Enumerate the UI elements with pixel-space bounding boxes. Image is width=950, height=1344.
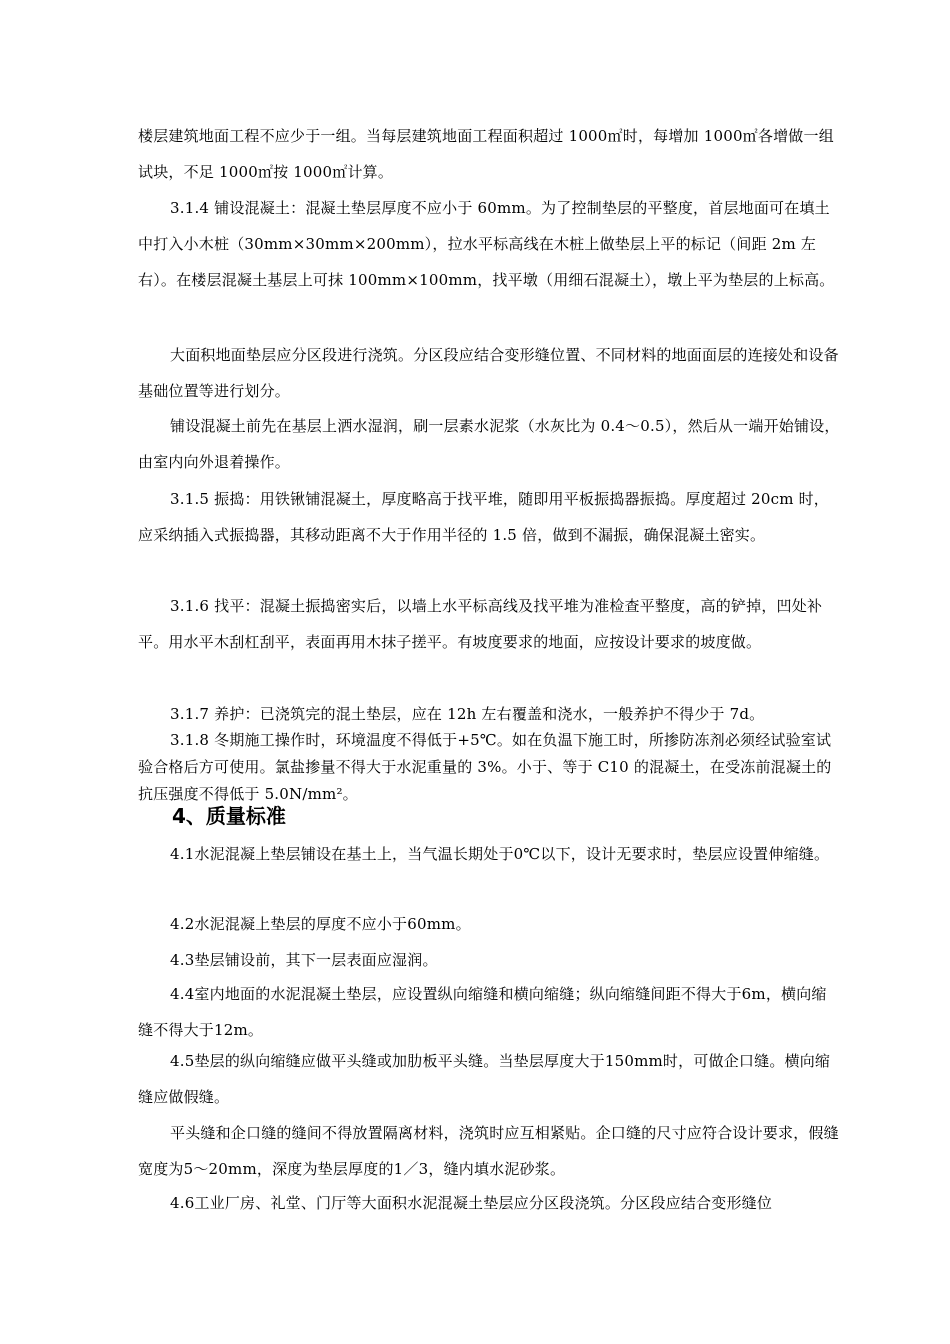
paragraph-3-1-7: 3.1.7 养护：已浇筑完的混土垫层，应在 12h 左右覆盖和浇水，一般养护不得少于 7d。 [170,705,765,723]
paragraph-3-1-8: 3.1.8 冬期施工操作时，环境温度不得低于+5℃。如在负温下施工时，所掺防冻剂必须经试验室试验合格后方可使用。氯盐掺量不得大于水泥重量的 3%。小于、等于 C10 的混凝土，在受冻前混凝土的抗压强度不得低于 5.0N/mm²。 [138,731,832,803]
paragraph-sample-count: 楼层建筑地面工程不应少于一组。当每层建筑地面工程面积超过 1000㎡时，每增加 1000㎡各增做一组试块，不足 1000㎡按 1000㎡计算。 [138,127,834,181]
section-heading-quality: 4、质量标准 [172,804,286,828]
paragraph-3-1-5: 3.1.5 振捣：用铁锹铺混凝土，厚度略高于找平堆，随即用平板振捣器振捣。厚度超过 20cm 时，应采纳插入式振捣器，其移动距离不大于作用半径的 1.5 倍，做到不漏振，确保混凝土密实。 [138,490,829,544]
paragraph-4-1: 4.1水泥混凝上垫层铺设在基土上，当气温长期处于0℃以下，设计无要求时，垫层应设置伸缩缝。 [170,845,830,863]
paragraph-3-1-6: 3.1.6 找平：混凝土振捣密实后，以墙上水平标高线及找平堆为准检查平整度，高的铲掉，凹处补平。用水平木刮杠刮平，表面再用木抹子搓平。有坡度要求的地面，应按设计要求的坡度做。 [138,597,823,651]
paragraph-joints: 平头缝和企口缝的缝间不得放置隔离材料，浇筑时应互相紧贴。企口缝的尺寸应符合设计要求，假缝宽度为5～20mm，深度为垫层厚度的1／3，缝内填水泥砂浆。 [138,1124,839,1178]
paragraph-large-area: 大面积地面垫层应分区段进行浇筑。分区段应结合变形缝位置、不同材料的地面面层的连接处和设备基础位置等进行划分。 [138,346,839,400]
paragraph-4-4: 4.4室内地面的水泥混凝土垫层，应设置纵向缩缝和横向缩缝；纵向缩缝间距不得大于6m，横向缩缝不得大于12m。 [138,985,827,1039]
paragraph-4-5: 4.5垫层的纵向缩缝应做平头缝或加肋板平头缝。当垫层厚度大于150mm时，可做企口缝。横向缩缝应做假缝。 [138,1052,831,1106]
paragraph-4-3: 4.3垫层铺设前，其下一层表面应湿润。 [170,951,438,969]
paragraph-4-2: 4.2水泥混凝上垫层的厚度不应小于60mm。 [170,915,471,933]
paragraph-pre-pour: 铺设混凝土前先在基层上洒水湿润，刷一层素水泥浆（水灰比为 0.4～0.5），然后从一端开始铺设，由室内向外退着操作。 [138,417,840,471]
paragraph-4-6: 4.6工业厂房、礼堂、门厅等大面积水泥混凝土垫层应分区段浇筑。分区段应结合变形缝位 [170,1194,773,1212]
paragraph-3-1-4: 3.1.4 铺设混凝土：混凝土垫层厚度不应小于 60mm。为了控制垫层的平整度，首层地面可在填土中打入小木桩（30mm×30mm×200mm），拉水平标高线在木桩上做垫层上平的标记（间距 2m 左右）。在楼层混凝土基层上可抹 100mm×100mm，找平墩（用细石混凝土），墩上平为垫层的上标高。 [138,199,835,289]
